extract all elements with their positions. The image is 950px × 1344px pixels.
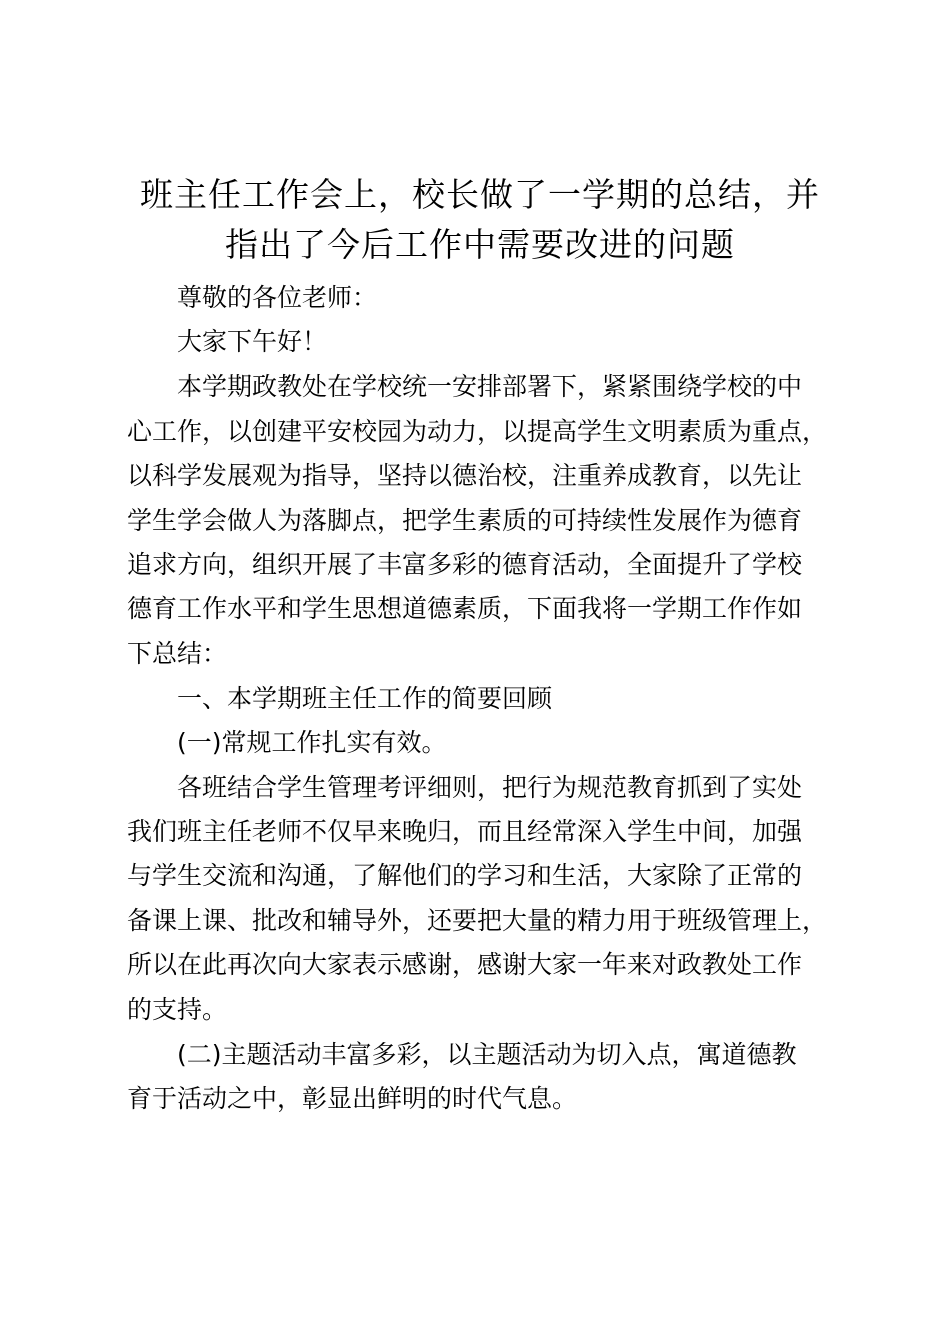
paragraph-line: 心工作，以创建平安校园为动力，以提高学生文明素质为重点， [127, 417, 828, 446]
paragraph-line: 追求方向，组织开展了丰富多彩的德育活动，全面提升了学校 [127, 550, 803, 579]
paragraph-line: 学生学会做人为落脚点，把学生素质的可持续性发展作为德育 [127, 506, 803, 535]
paragraph-line: 所以在此再次向大家表示感谢，感谢大家一年来对政教处工作 [127, 950, 803, 979]
salutation: 尊敬的各位老师： [177, 283, 378, 312]
subsection-heading: (二)主题活动丰富多彩，以主题活动为切入点，寓道德教 [177, 1040, 797, 1069]
paragraph-line: 备课上课、批改和辅导外，还要把大量的精力用于班级管理上， [127, 906, 828, 935]
paragraph-line: 本学期政教处在学校统一安排部署下，紧紧围绕学校的中 [177, 372, 803, 401]
paragraph-line: 各班结合学生管理考评细则，把行为规范教育抓到了实处 [177, 773, 803, 802]
paragraph-line: 与学生交流和沟通，了解他们的学习和生活，大家除了正常的 [127, 861, 803, 890]
paragraph-line: 育于活动之中，彰显出鲜明的时代气息。 [127, 1084, 578, 1113]
title-line-2: 指出了今后工作中需要改进的问题 [225, 225, 735, 264]
greeting: 大家下午好！ [177, 327, 328, 356]
document-title [110, 170, 850, 270]
paragraph-line: 德育工作水平和学生思想道德素质，下面我将一学期工作作如 [127, 594, 803, 623]
paragraph-line: 以科学发展观为指导，坚持以德治校，注重养成教育，以先让 [127, 461, 803, 490]
section-heading: 一、本学期班主任工作的简要回顾 [177, 684, 553, 713]
paragraph-line: 我们班主任老师不仅早来晚归，而且经常深入学生中间，加强 [127, 817, 803, 846]
title-line-1: 班主任工作会上，校长做了一学期的总结，并 [140, 175, 820, 214]
subsection-heading: (一)常规工作扎实有效。 [177, 728, 447, 757]
paragraph-line: 下总结： [127, 639, 228, 668]
paragraph-line: 的支持。 [127, 995, 228, 1024]
